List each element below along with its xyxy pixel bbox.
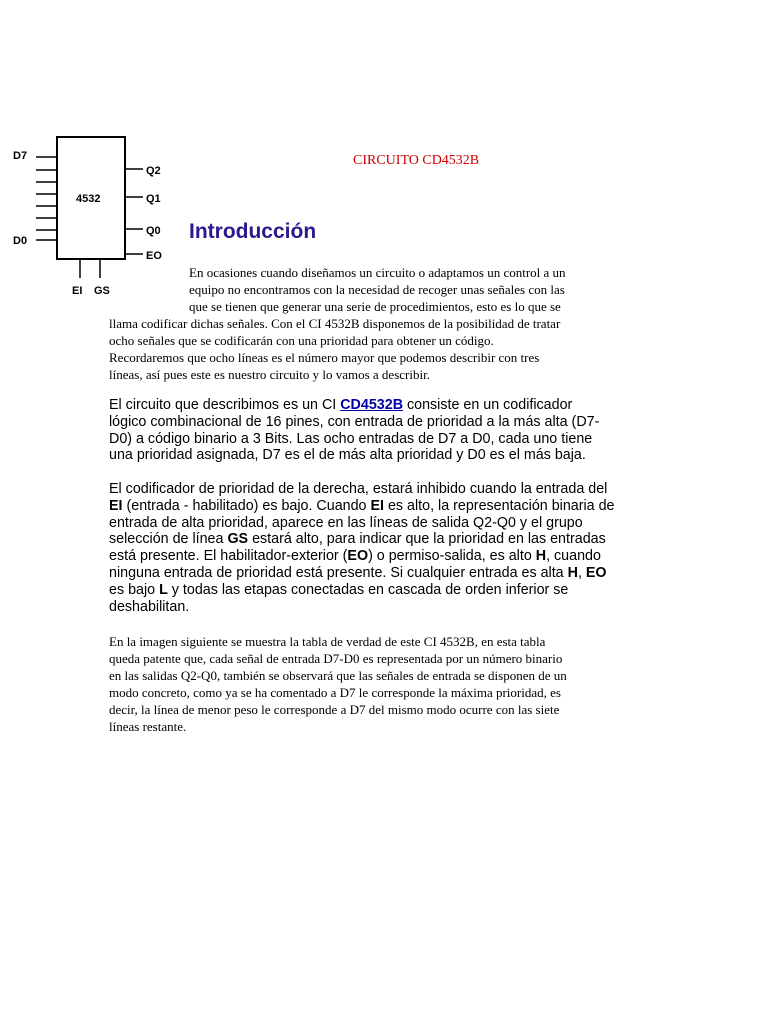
paragraph-line: Recordaremos que ocho líneas es el número mayor que podemos describir con tres xyxy=(109,350,540,365)
output-pins xyxy=(125,169,143,254)
bottom-pins xyxy=(80,259,100,278)
text-run: ninguna entrada de prioridad está presente. Si cualquier entrada es alta xyxy=(109,564,568,581)
paragraph-line xyxy=(109,531,669,548)
bold-term: H xyxy=(567,564,578,581)
paragraph-line xyxy=(109,548,669,565)
paragraph-line: que se tienen que generar una serie de procedimientos, esto es lo que se xyxy=(189,299,561,314)
text-run: y todas las etapas conectadas en cascada de orden inferior se xyxy=(167,581,569,598)
section-heading: Introducción xyxy=(189,220,317,243)
bold-term: EO xyxy=(347,548,369,565)
paragraph-line xyxy=(109,397,669,414)
paragraph-line: entrada de alta prioridad, aparece en las líneas de salida Q2-Q0 y el grupo xyxy=(109,514,583,531)
paragraph-line: llama codificar dichas señales. Con el CI 4532B disponemos de la posibilidad de tratar xyxy=(109,316,561,331)
paragraph-line: en las salidas Q2-Q0, también se observará que las señales de entrada se disponen de un xyxy=(109,668,567,683)
bold-term: GS xyxy=(227,531,249,548)
text-run: (entrada - habilitado) es bajo. Cuando xyxy=(122,497,371,514)
paragraph-line: modo concreto, como ya se ha comentado a D7 le corresponde la máxima prioridad, es xyxy=(109,685,561,700)
pin-label-gs: GS xyxy=(94,285,110,297)
pin-label-d7: D7 xyxy=(13,150,28,162)
pin-label-ei: EI xyxy=(72,285,83,297)
paragraph-line xyxy=(109,565,669,582)
text-run: El circuito que describimos es un CI xyxy=(109,397,341,413)
paragraph-line: lógico combinacional de 16 pines, con entrada de prioridad a la más alta (D7- xyxy=(109,413,600,430)
paragraph-line: decir, la línea de menor peso le corresponde a D7 del mismo modo ocurre con las siete xyxy=(109,702,560,717)
bold-term: L xyxy=(159,581,168,598)
document-title: CIRCUITO CD4532B xyxy=(353,153,480,168)
paragraph-line: equipo no encontramos con la necesidad de recoger unas señales con las xyxy=(189,282,565,297)
text-run: selección de línea xyxy=(109,531,228,548)
paragraph-line: líneas, así pues este es nuestro circuito y lo vamos a describir. xyxy=(109,367,430,382)
paragraph-2 xyxy=(109,397,669,464)
bold-term: EO xyxy=(585,564,607,581)
paragraph-line: una prioridad asignada, D7 es el de más alta prioridad y D0 es el más baja. xyxy=(109,447,586,464)
paragraph-line: queda patente que, cada señal de entrada D7-D0 es representada por un número binario xyxy=(109,651,563,666)
paragraph-line: En ocasiones cuando diseñamos un circuito o adaptamos un control a un xyxy=(189,265,566,280)
paragraph-line: líneas restante. xyxy=(109,719,187,734)
pin-label-d0: D0 xyxy=(13,235,28,247)
paragraph-line: ocho señales que se codificarán con una prioridad para obtener un código. xyxy=(109,333,494,348)
paragraph-line xyxy=(109,582,669,599)
pin-label-q1: Q1 xyxy=(146,193,161,205)
text-run: es bajo xyxy=(109,581,160,598)
cd4532b-link[interactable]: CD4532B xyxy=(340,397,404,413)
bold-term: EI xyxy=(370,497,384,514)
input-pins xyxy=(36,157,57,240)
paragraph-1 xyxy=(109,264,669,383)
bold-term: H xyxy=(535,548,547,565)
bold-term: EI xyxy=(109,497,123,514)
paragraph-line xyxy=(109,498,669,515)
paragraph-line: El codificador de prioridad de la derecha, estará inhibido cuando la entrada del xyxy=(109,481,608,497)
text-run: está presente. El habilitador-exterior ( xyxy=(109,548,348,565)
text-run: consiste en un codificador xyxy=(403,397,573,413)
text-run: , cuando xyxy=(546,548,601,565)
text-run: ) o permiso-salida, es alto xyxy=(368,548,536,565)
pin-label-eo: EO xyxy=(146,250,162,262)
text-run: estará alto, para indicar que la prioridad en las entradas xyxy=(248,531,606,548)
paragraph-4 xyxy=(109,633,669,735)
chip-label: 4532 xyxy=(76,193,101,205)
text-run: , xyxy=(577,564,586,581)
paragraph-line: deshabilitan. xyxy=(109,598,190,615)
paragraph-line: D0) a código binario a 3 Bits. Las ocho entradas de D7 a D0, cada uno tiene xyxy=(109,430,593,447)
pin-label-q0: Q0 xyxy=(146,225,161,237)
text-run: es alto, la representación binaria de xyxy=(384,497,615,514)
pin-label-q2: Q2 xyxy=(146,165,161,177)
paragraph-3 xyxy=(109,481,669,615)
paragraph-line: En la imagen siguiente se muestra la tabla de verdad de este CI 4532B, en esta tabla xyxy=(109,634,546,649)
